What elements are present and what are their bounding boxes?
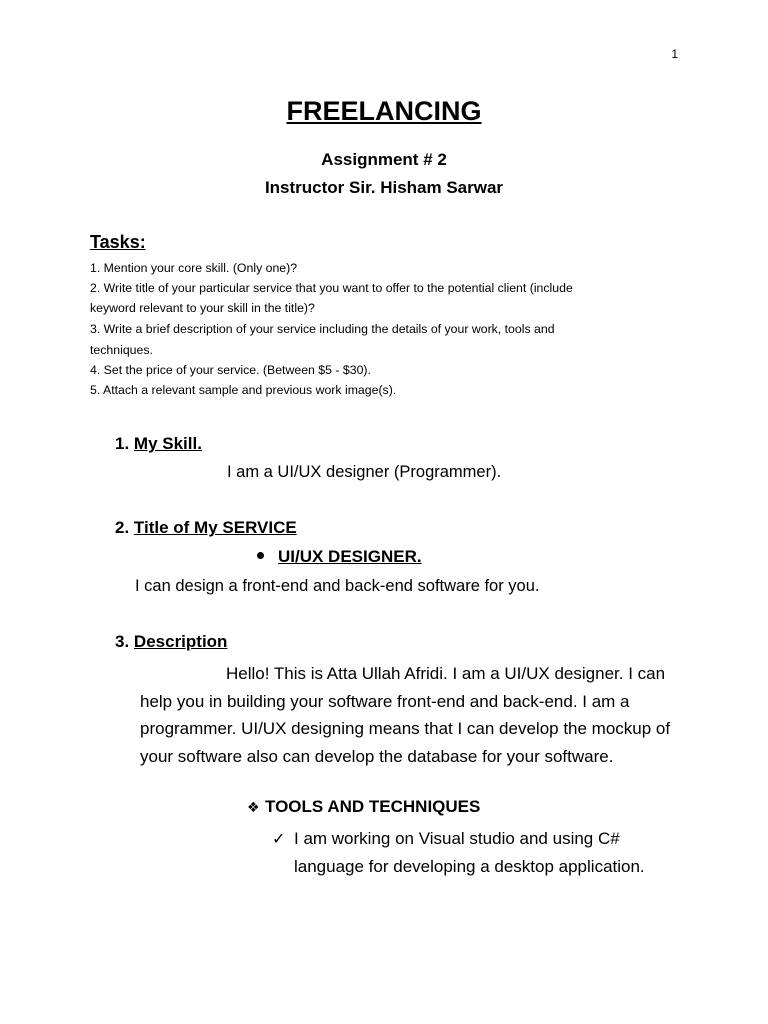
task-line: techniques.: [90, 343, 153, 357]
section-heading-skill: [115, 434, 202, 454]
task-line: 3. Write a brief description of your service including the details of your work, tools and: [90, 322, 555, 336]
bullet-dot-icon: [257, 552, 264, 559]
section-title: Description: [133, 632, 228, 651]
section-heading-description: [115, 632, 227, 652]
section-number: 1.: [115, 434, 130, 453]
tasks-heading: Tasks:: [90, 232, 146, 252]
document-title: FREELANCING: [286, 96, 482, 126]
assignment-number: Assignment # 2: [321, 150, 447, 169]
task-line: 2. Write title of your particular service that you want to offer to the potential client (include: [90, 281, 573, 295]
service-title: UI/UX DESIGNER.: [278, 547, 422, 566]
instructor-name: Instructor Sir. Hisham Sarwar: [264, 178, 504, 197]
task-line: 1. Mention your core skill. (Only one)?: [90, 261, 298, 275]
page-number: 1: [671, 47, 678, 61]
tools-list-item: [272, 825, 694, 880]
tools-item-text: I am working on Visual studio and using C# language for developing a desktop application.: [294, 829, 645, 876]
task-line: 5. Attach a relevant sample and previous work image(s).: [90, 383, 397, 397]
skill-text: I am a UI/UX designer (Programmer).: [227, 463, 502, 481]
diamond-bullet-icon: ❖: [247, 799, 260, 815]
section-number: 3.: [115, 632, 130, 651]
task-line: 4. Set the price of your service. (Between $5 - $30).: [90, 363, 371, 377]
section-heading-service: [115, 518, 297, 538]
service-bullet-item: [257, 547, 422, 567]
tools-heading: [247, 797, 480, 817]
section-title: Title of My SERVICE: [133, 518, 297, 537]
service-text: I can design a front-end and back-end software for you.: [135, 577, 540, 595]
section-title: My Skill.: [133, 434, 202, 453]
section-number: 2.: [115, 518, 130, 537]
checkmark-icon: ✓: [272, 831, 286, 848]
description-paragraph: Hello! This is Atta Ullah Afridi. I am a UI/UX designer. I can help you in building your software front-end and back-end. I am a programmer. UI/UX designing means that I can develop the mockup of your software also can develop the database for your software.: [140, 664, 671, 766]
task-line: keyword relevant to your skill in the title)?: [90, 301, 315, 315]
tools-heading-text: TOOLS AND TECHNIQUES: [265, 797, 481, 816]
